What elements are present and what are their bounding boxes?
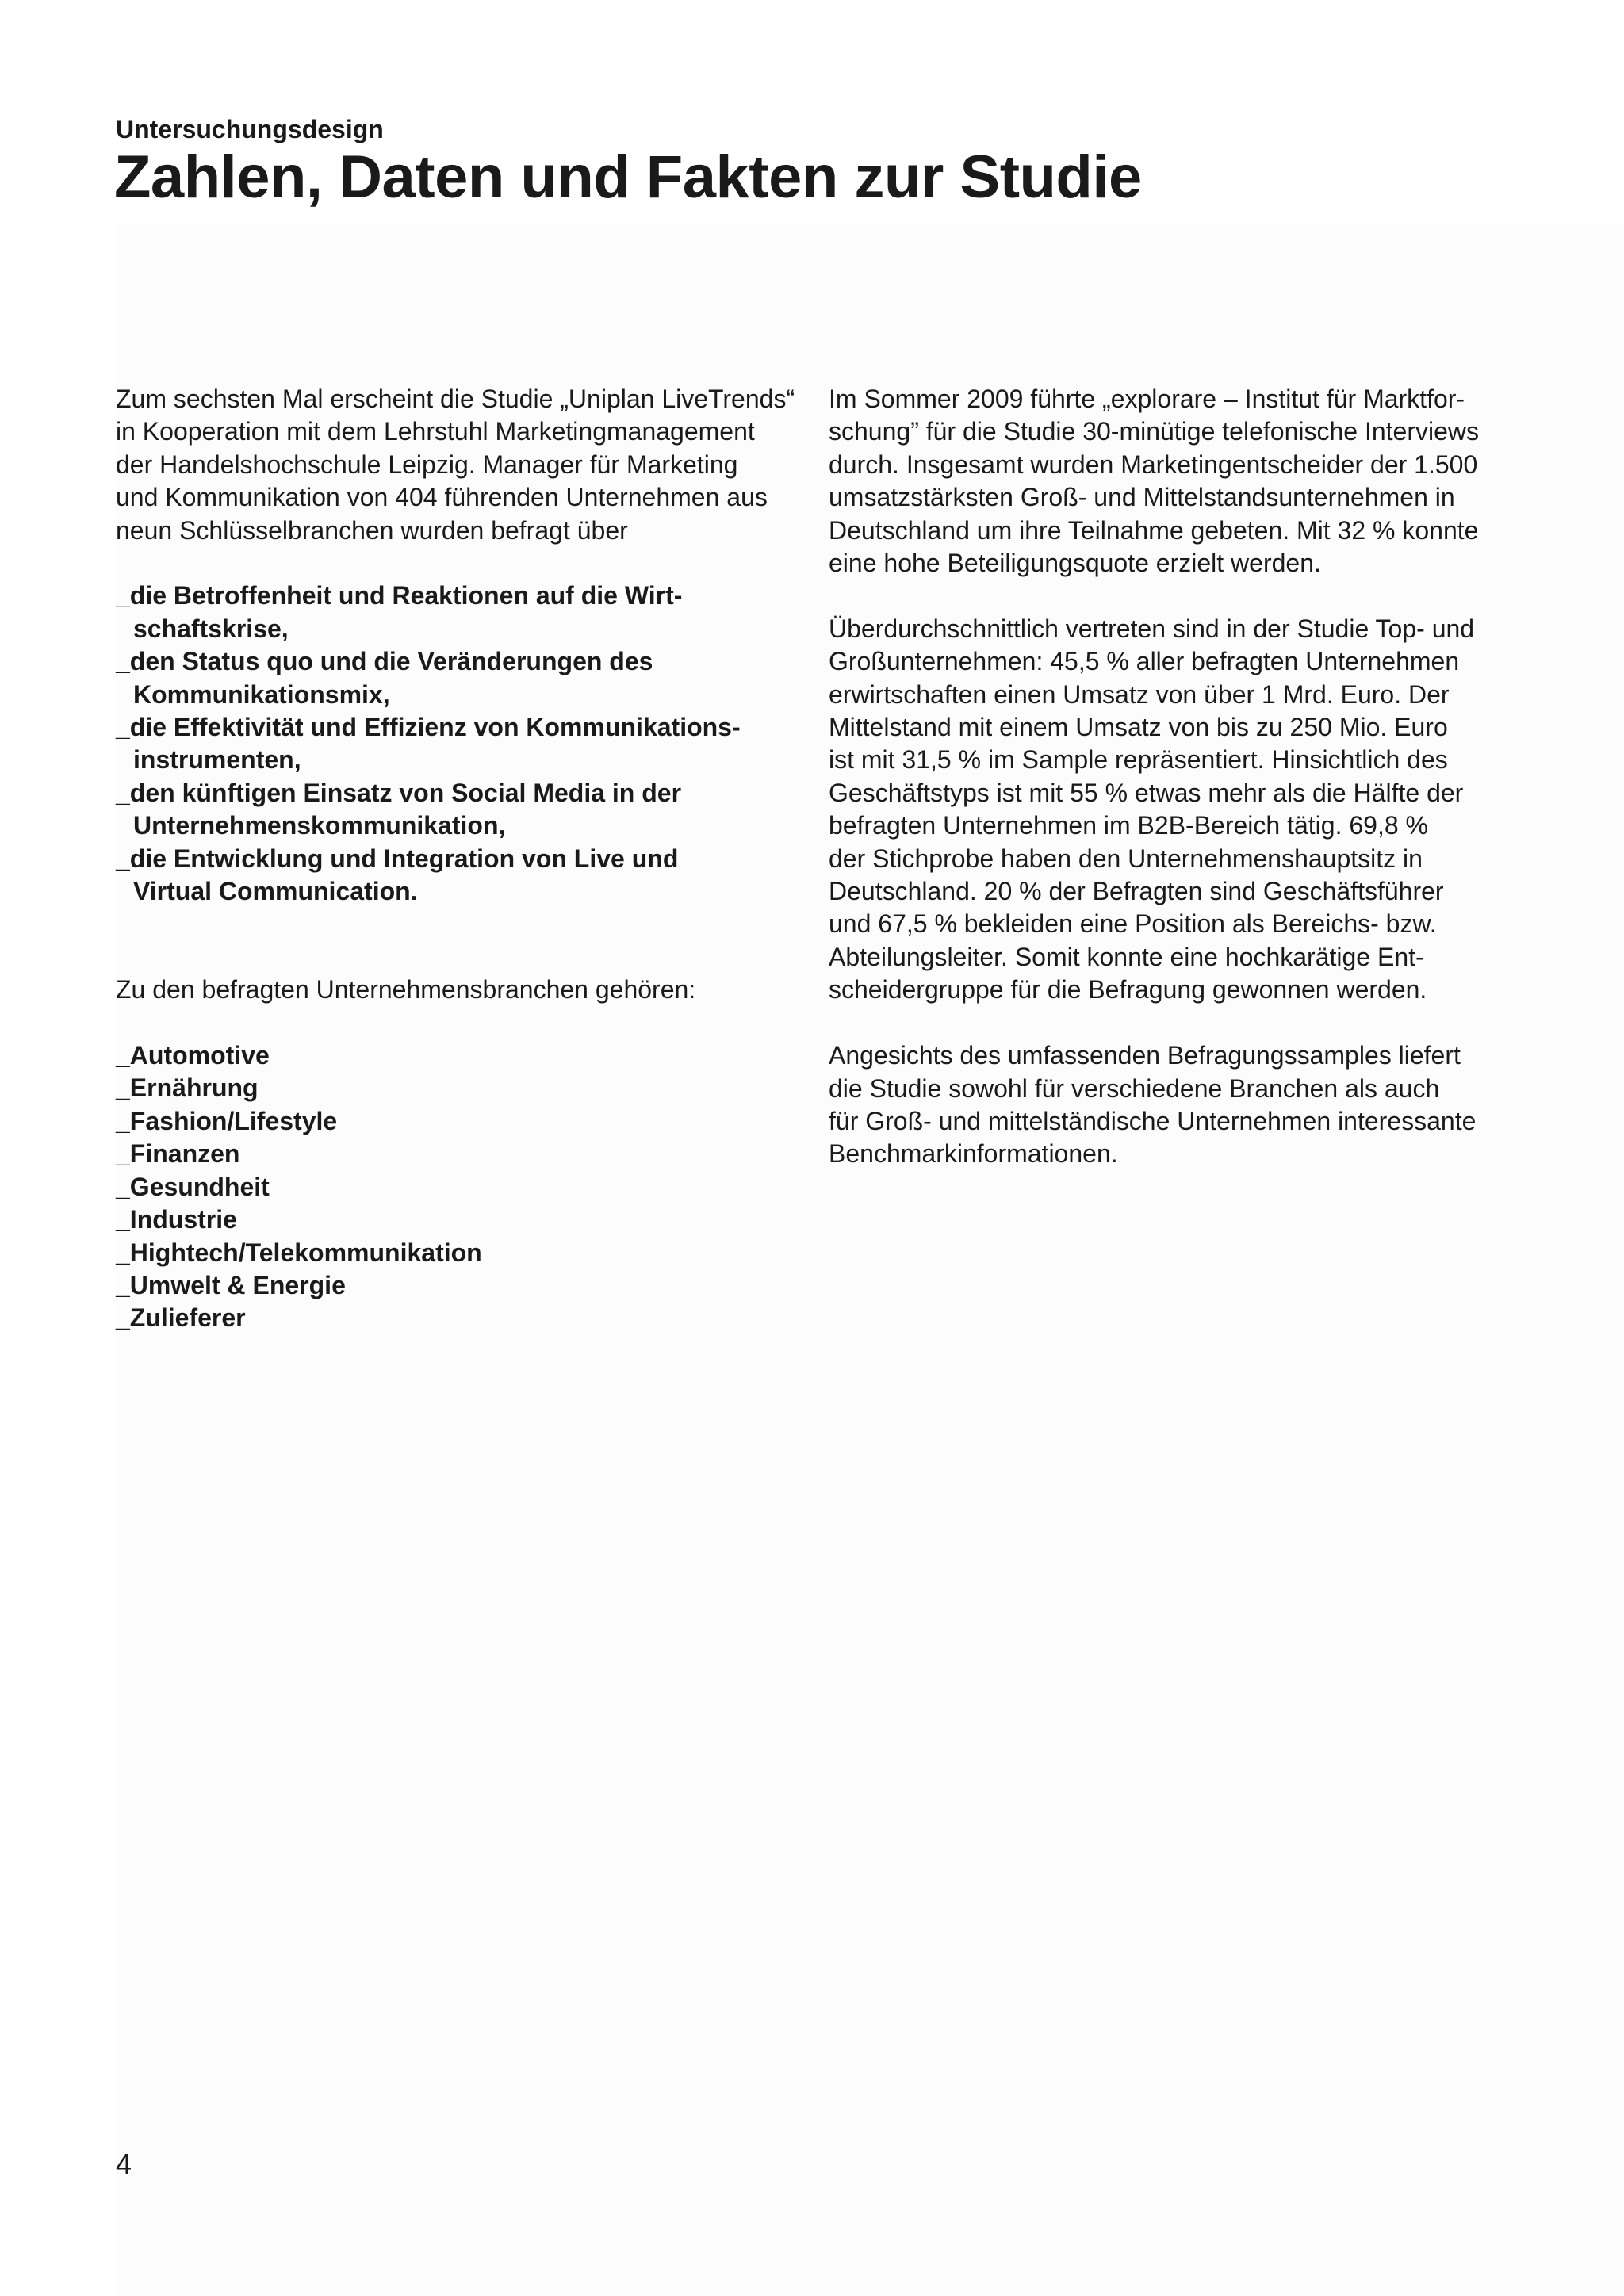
branch-item: _Fashion/Lifestyle	[116, 1106, 338, 1135]
branch-item: _Hightech/Telekommunikation	[116, 1238, 482, 1267]
section-kicker: Untersuchungsdesign	[116, 115, 384, 144]
summary-paragraph: Angesichts des umfassenden Befragungssamples liefert die Studie sowohl für verschiedene Branchen als auch für Groß- und mittelständische Unternehmen interessante Benchmarkinformationen.	[829, 1041, 1477, 1169]
topic-item: _den künftigen Einsatz von Social Media in der Unternehmenskommunikation,	[116, 778, 682, 840]
branch-item: _Gesundheit	[116, 1172, 270, 1201]
branch-item: _Ernährung	[116, 1073, 259, 1103]
page-title: Zahlen, Daten und Fakten zur Studie	[114, 144, 1142, 211]
topic-item: _die Betroffenheit und Reaktionen auf die Wirt- schaftskrise,	[116, 581, 683, 643]
branch-item: _Automotive	[116, 1041, 270, 1070]
right-column	[829, 383, 1558, 1171]
topic-item: _die Entwicklung und Integration von Live und Virtual Communication.	[116, 844, 679, 906]
page-number: 4	[116, 2148, 132, 2180]
topic-item: _den Status quo und die Veränderungen des Kommunikationsmix,	[116, 647, 653, 709]
intro-paragraph: Zum sechsten Mal erscheint die Studie „Uniplan LiveTrends“ in Kooperation mit dem Lehrstuhl Marketingmanagement der Handelshochschule Leipzig. Manager für Marketing und Kommunikation von 404 führenden Unternehmen aus neun Schlüsselbranchen wurden befragt über	[116, 385, 795, 545]
left-column	[116, 383, 814, 1335]
topic-list	[116, 580, 814, 908]
branch-item: _Zulieferer	[116, 1303, 246, 1333]
branches-intro: Zu den befragten Unternehmensbranchen gehören:	[116, 975, 696, 1004]
method-paragraph: Im Sommer 2009 führte „explorare – Institut für Marktfor- schung” für die Studie 30-minütige telefonische Interviews durch. Insgesamt wurden Marketingentscheider der 1.500 umsatzstärksten Groß- und Mittelstandsunternehmen in Deutschland um ihre Teilnahme gebeten. Mit 32 % konnte eine hohe Beteiligungsquote erzielt werden.	[829, 385, 1479, 578]
branch-item: _Finanzen	[116, 1139, 240, 1169]
branch-item: _Industrie	[116, 1205, 237, 1234]
topic-item: _die Effektivität und Effizienz von Kommunikations- instrumenten,	[116, 713, 741, 775]
sample-paragraph: Überdurchschnittlich vertreten sind in der Studie Top- und Großunternehmen: 45,5 % aller befragten Unternehmen erwirtschaften einen Umsatz von über 1 Mrd. Euro. Der Mittelstand mit einem Umsatz von bis zu 250 Mio. Euro ist mit 31,5 % im Sample repräsentiert. Hinsichtlich des Geschäftstyps ist mit 55 % etwas mehr als die Hälfte der befragten Unternehmen im B2B-Bereich tätig. 69,8 % der Stichprobe haben den Unternehmenshauptsitz in Deutschland. 20 % der Befragten sind Geschäftsführer und 67,5 % bekleiden eine Position als Bereichs- bzw. Abteilungsleiter. Somit konnte eine hochkarätige Ent- scheidergruppe für die Befragung gewonnen werden.	[829, 614, 1475, 1004]
branch-item: _Umwelt & Energie	[116, 1270, 346, 1299]
branch-list	[116, 1039, 814, 1335]
